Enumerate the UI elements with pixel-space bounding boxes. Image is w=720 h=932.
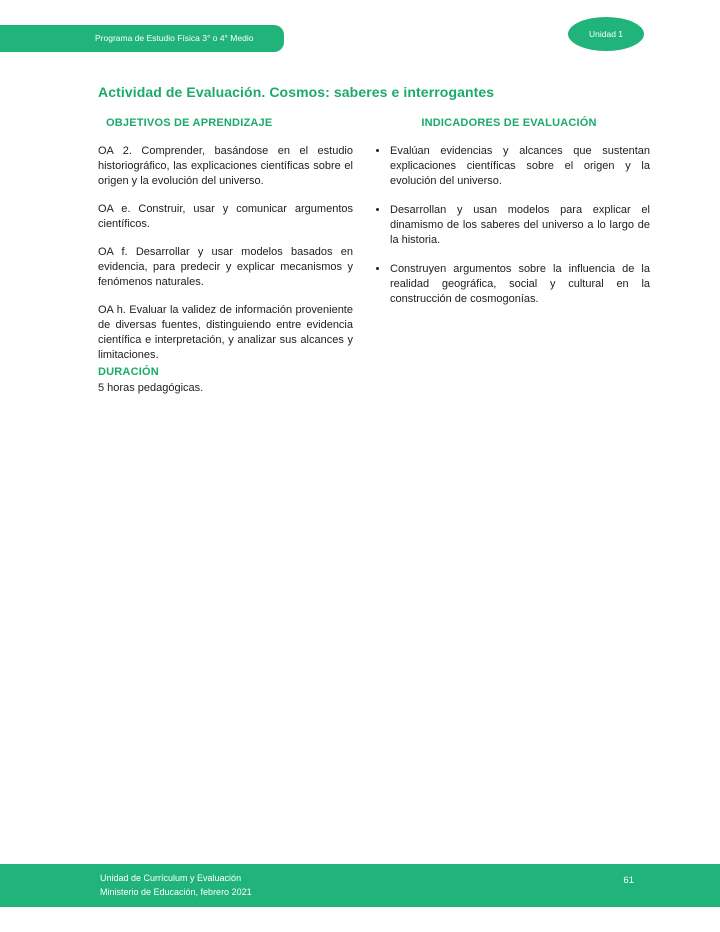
footer-org-lines	[100, 871, 252, 899]
footer-banner	[0, 864, 720, 907]
program-label: Programa de Estudio Física 3° o 4° Medio	[95, 33, 254, 43]
objective-oa2: OA 2. Comprender, basándose en el estudio historiográfico, las explicaciones científicas sobre el origen y la evolución del universo.	[98, 145, 353, 187]
duration-section	[98, 366, 353, 396]
footer-org-line1: Unidad de Currículum y Evaluación	[100, 873, 242, 883]
indicators-heading: INDICADORES DE EVALUACIÓN	[421, 117, 597, 129]
indicator-item: • Construyen argumentos sobre la influencia de la realidad geográfica, social y cultural en la construcción de cosmogonías.	[389, 262, 650, 307]
duration-heading: DURACIÓN	[98, 366, 159, 378]
duration-value: 5 horas pedagógicas.	[98, 382, 204, 394]
page-title: Actividad de Evaluación. Cosmos: saberes e interrogantes	[98, 84, 495, 100]
indicators-list	[368, 144, 650, 307]
objectives-heading: OBJETIVOS DE APRENDIZAJE	[106, 117, 273, 129]
footer-org-line2: Ministerio de Educación, febrero 2021	[100, 887, 252, 897]
indicator-item: • Evalúan evidencias y alcances que sustentan explicaciones científicas sobre el origen y la evolución del universo.	[389, 144, 650, 189]
objective-oah: OA h. Evaluar la validez de información proveniente de diversas fuentes, distinguiendo entre evidencia científica e interpretación, y analizar sus alcances y limitaciones.	[98, 304, 353, 361]
indicators-column	[368, 117, 650, 321]
objective-oaf: OA f. Desarrollar y usar modelos basados en evidencia, para predecir y explicar mecanismos y fenómenos naturales.	[98, 246, 353, 288]
objectives-column	[98, 117, 353, 376]
indicator-item: • Desarrollan y usan modelos para explicar el dinamismo de los saberes del universo a lo largo de la historia.	[389, 203, 650, 248]
objective-oae: OA e. Construir, usar y comunicar argumentos científicos.	[98, 203, 353, 230]
unit-badge	[568, 17, 644, 51]
page-number: 61	[623, 875, 634, 886]
header-banner	[0, 25, 284, 52]
unit-badge-label: Unidad 1	[588, 29, 624, 39]
